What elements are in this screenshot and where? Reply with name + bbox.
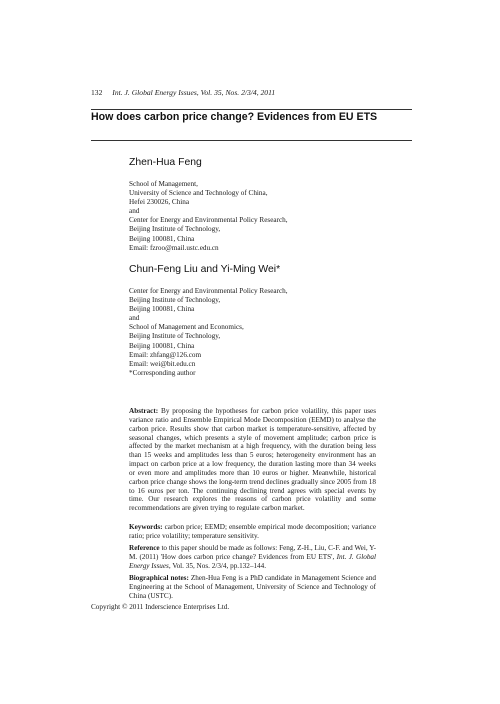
affiliation-line: Center for Energy and Environmental Policy Research, xyxy=(129,216,288,225)
biographical-label: Biographical notes: xyxy=(129,574,189,582)
copyright-notice: Copyright © 2011 Inderscience Enterprises Ltd. xyxy=(91,603,230,611)
keywords-label: Keywords: xyxy=(129,523,163,531)
affiliation-line: Beijing Institute of Technology, xyxy=(129,332,221,341)
reference-journal: Int. J. Global Energy Issues xyxy=(129,552,377,570)
journal-citation: Int. J. Global Energy Issues, Vol. 35, Nos. 2/3/4, 2011 xyxy=(112,88,276,97)
affiliation-line: Beijing 100081, China xyxy=(129,305,195,314)
affiliation-line: School of Management, xyxy=(129,180,198,188)
affiliation-line: Beijing Institute of Technology, xyxy=(129,296,221,305)
author-2-affiliation xyxy=(129,287,379,378)
email-line: Email: wei@bit.edu.cn xyxy=(129,359,196,368)
abstract xyxy=(129,407,376,513)
title-rule-top xyxy=(91,109,412,110)
affiliation-line: and xyxy=(129,207,140,216)
affiliation-line: and xyxy=(129,314,140,323)
affiliation-line: Beijing Institute of Technology, xyxy=(129,225,221,234)
running-head xyxy=(91,88,275,97)
page-number: 132 xyxy=(91,88,103,97)
author-name-2: Chun-Feng Liu and Yi-Ming Wei* xyxy=(129,264,281,275)
reference-text: to this paper should be made as follows: Feng, Z-H., Liu, C-F. and Wei, Y-M. (2011) 'How does carbon price change? Evidences from EU ETS', xyxy=(129,544,377,561)
reference-details: , Vol. 35, Nos. 2/3/4, pp.132–144. xyxy=(168,561,267,570)
biographical-text: Zhen-Hua Feng is a PhD candidate in Management Science and Engineering at the School of Management, University of Science and Technology of China (USTC). xyxy=(129,574,377,600)
affiliation-line: Hefei 230026, China xyxy=(129,198,190,207)
affiliation-line: School of Management and Economics, xyxy=(129,323,244,332)
abstract-label: Abstract: xyxy=(129,407,159,415)
reference-note xyxy=(129,544,376,571)
title-rule-bottom xyxy=(91,140,412,141)
biographical-notes xyxy=(129,574,376,601)
author-name-1: Zhen-Hua Feng xyxy=(129,157,202,168)
keywords-text: carbon price; EEMD; ensemble empirical mode decomposition; variance ratio; price volatility; temperature sensitivity. xyxy=(129,523,377,540)
keywords xyxy=(129,523,376,541)
affiliation-line: Beijing 100081, China xyxy=(129,234,195,243)
author-1-affiliation xyxy=(129,180,379,253)
abstract-text: By proposing the hypotheses for carbon price volatility, this paper uses variance ratio and Ensemble Empirical Mode Decomposition (EEMD) to analyse the carbon price. Results show that carbon market is temperature-sensitive, affected by seasonal changes, which presents a style of movement amplitude; carbon price is affected by the market mechanism at a high frequency, with the duration being less than 15 weeks and amplitudes less than 5 euros; heterogeneity environment has an impact on carbon price at a low frequency, the duration lasting more than 34 weeks or even more and amplitudes more than 10 euros or higher. Meanwhile, historical carbon price change shows the long-term trend declines gradually since 2005 from 18 to 16 euros per ton. The continuing declining trend agrees with special events by time. Our research explores the reasons of carbon price volatility and some recommendations are given trying to regulate carbon market. xyxy=(129,407,377,513)
affiliation-line: University of Science and Technology of China, xyxy=(129,189,268,198)
reference-label: Reference xyxy=(129,544,160,552)
corresponding-author-note: *Corresponding author xyxy=(129,368,196,377)
email-line: Email: zhfang@126.com xyxy=(129,350,202,359)
affiliation-line: Center for Energy and Environmental Policy Research, xyxy=(129,287,288,295)
paper-title: How does carbon price change? Evidences from EU ETS xyxy=(91,111,378,123)
email-line: Email: fzroo@mail.ustc.edu.cn xyxy=(129,243,219,252)
affiliation-line: Beijing 100081, China xyxy=(129,341,195,350)
